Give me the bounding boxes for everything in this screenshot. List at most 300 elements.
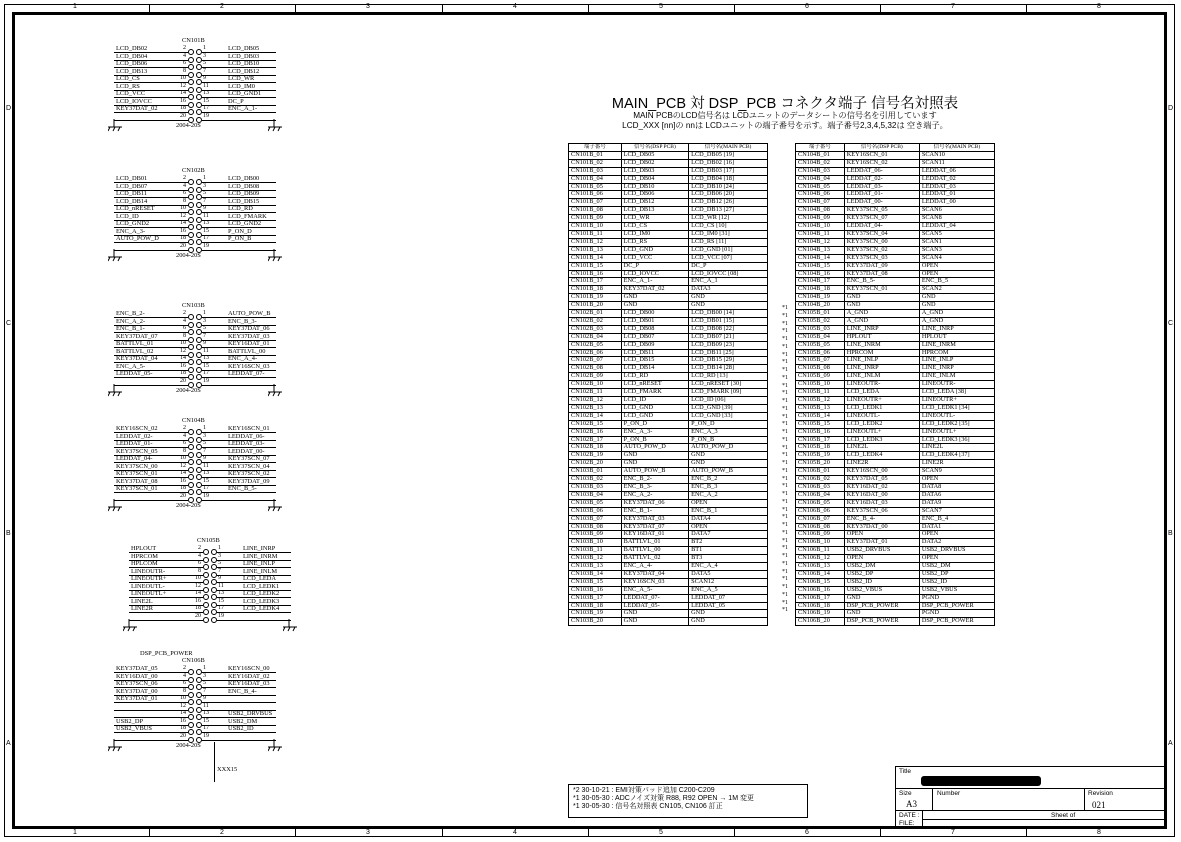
pin-cell: CN103B_08 bbox=[569, 523, 622, 531]
pin-circle bbox=[188, 352, 194, 358]
pin-cell: CN104B_01 bbox=[796, 151, 845, 159]
signal-label-right: LINE_INRP bbox=[243, 545, 276, 552]
pin-circle bbox=[211, 587, 217, 593]
dsp-signal-cell: LCD_LEDK3 bbox=[844, 436, 919, 444]
pin-cell: CN103B_10 bbox=[569, 539, 622, 547]
sheet-title: MAIN_PCB 対 DSP_PCB コネクタ端子 信号名対照表 bbox=[611, 96, 959, 112]
zone-row-label: C bbox=[6, 320, 12, 327]
zone-col-label: 5 bbox=[659, 829, 663, 836]
main-signal-cell: LEDDAT_01 bbox=[919, 191, 994, 199]
pin-number: 15 bbox=[218, 597, 224, 604]
dsp-signal-cell: GND bbox=[621, 452, 688, 460]
pin-cell: CN105B_18 bbox=[796, 444, 845, 452]
pin-number: 5 bbox=[203, 440, 206, 446]
pin-circle bbox=[211, 549, 217, 555]
dsp-signal-cell: LCD_ID bbox=[621, 397, 688, 405]
main-signal-cell: LCD_IOVCC [08] bbox=[689, 270, 768, 278]
pin-cell: CN101B_05 bbox=[569, 183, 622, 191]
pin-number: 9 bbox=[203, 695, 206, 701]
zone-col-label: 7 bbox=[951, 829, 955, 836]
dsp-signal-cell: LINE_INRP bbox=[844, 365, 919, 373]
pin-circle bbox=[188, 367, 194, 373]
connector-name: CN101B bbox=[182, 37, 205, 44]
pin-cell: CN101B_16 bbox=[569, 270, 622, 278]
dsp-signal-cell: LCD_DB07 bbox=[621, 333, 688, 341]
signal-table-left bbox=[568, 143, 768, 626]
signal-label-right: LCD_WR bbox=[228, 75, 255, 82]
signal-label-left: LCD_DB01 bbox=[116, 175, 148, 182]
pin-cell: CN101B_17 bbox=[569, 278, 622, 286]
signal-label-left: LINE2R bbox=[131, 605, 154, 612]
dsp-signal-cell: LCD_DB13 bbox=[621, 207, 688, 215]
main-signal-cell: LEDDAT_07 bbox=[689, 594, 768, 602]
revision-star: *1 bbox=[782, 429, 788, 435]
main-signal-cell: DATA3 bbox=[689, 286, 768, 294]
pin-cell: CN105B_20 bbox=[796, 460, 845, 468]
revision-star: *1 bbox=[782, 405, 788, 412]
main-signal-cell: LCD_DB12 [26] bbox=[689, 199, 768, 207]
pin-number: 18 bbox=[195, 605, 201, 611]
main-signal-cell: A_GND bbox=[919, 317, 994, 325]
table-row bbox=[569, 167, 768, 175]
revision-star: *1 bbox=[782, 444, 788, 451]
dsp-signal-cell: AUTO_POW_B bbox=[621, 468, 688, 476]
pin-circle bbox=[196, 374, 202, 380]
zone-row-label: D bbox=[6, 105, 12, 112]
pin-cell: CN106B_17 bbox=[796, 594, 845, 602]
pin-number: 17 bbox=[203, 485, 209, 491]
pin-number: 18 bbox=[180, 485, 186, 491]
signal-label-left: KEY37SCN_06 bbox=[116, 680, 158, 687]
signal-label-right: USB2_DM bbox=[228, 717, 258, 725]
power-net-label: DSP_PCB_POWER bbox=[140, 650, 193, 657]
pin-number: 9 bbox=[218, 575, 221, 581]
pin-number: 3 bbox=[203, 432, 206, 439]
main-signal-cell: ENC_A_1 bbox=[689, 278, 768, 286]
pin-number: 3 bbox=[203, 672, 206, 679]
pin-circle bbox=[211, 564, 217, 570]
pin-circle bbox=[188, 444, 194, 450]
signal-label-left: LCD_RS bbox=[116, 82, 140, 90]
revision-star: *1 bbox=[782, 460, 788, 466]
signal-label-left: LCD_IOVCC bbox=[116, 97, 152, 105]
dsp-signal-cell: ENC_B_3- bbox=[621, 483, 688, 491]
dsp-signal-cell: ENC_B_2- bbox=[621, 476, 688, 484]
zone-col-label: 2 bbox=[220, 3, 224, 10]
signal-label-left: LINEOUTL- bbox=[131, 582, 165, 590]
main-signal-cell: LEDDAT_03 bbox=[919, 183, 994, 191]
main-signal-cell: DATA2 bbox=[919, 539, 994, 547]
signal-label-right: LINE_INLP bbox=[243, 560, 275, 567]
signal-label-right: KEY37SCN_07 bbox=[228, 455, 270, 462]
pin-circle bbox=[196, 367, 202, 373]
ground-symbol bbox=[108, 119, 124, 133]
signal-label-right: LCD_FMARK bbox=[228, 212, 267, 220]
date-label: DATE : bbox=[899, 812, 920, 819]
pin-circle bbox=[203, 579, 209, 585]
pin-cell: CN106B_15 bbox=[796, 578, 845, 586]
revision-star: *1 bbox=[782, 584, 788, 590]
signal-label-right: ENC_A_4- bbox=[228, 355, 258, 362]
table-row bbox=[569, 507, 768, 515]
main-signal-cell: OPEN bbox=[919, 476, 994, 484]
zone-col-label: 1 bbox=[73, 3, 77, 10]
pin-circle bbox=[188, 202, 194, 208]
dsp-signal-cell: KEY16SCN_02 bbox=[844, 159, 919, 167]
revision-star: *1 bbox=[782, 320, 788, 327]
dsp-signal-cell: LCD_DB09 bbox=[621, 341, 688, 349]
pin-cell: CN102B_13 bbox=[569, 404, 622, 412]
pin-cell: CN106B_12 bbox=[796, 555, 845, 563]
revision-star: *1 bbox=[782, 568, 788, 575]
title-label: Title bbox=[899, 768, 912, 775]
pin-number: 17 bbox=[203, 105, 209, 111]
revision-star: *1 bbox=[782, 553, 788, 559]
pin-cell: CN101B_02 bbox=[569, 159, 622, 167]
pin-circle bbox=[196, 224, 202, 230]
pin-number: 20 bbox=[180, 242, 186, 249]
table-row bbox=[796, 175, 995, 183]
dsp-signal-cell: LCD_DB10 bbox=[621, 183, 688, 191]
pin-number: 13 bbox=[203, 710, 209, 716]
revision-star: *1 bbox=[782, 382, 788, 389]
pin-number: 10 bbox=[180, 75, 186, 81]
table-row bbox=[796, 341, 995, 349]
dsp-signal-cell: ENC_A_2- bbox=[621, 491, 688, 499]
header-pin: 端子番号 bbox=[796, 144, 845, 152]
dsp-signal-cell: KEY37SCN_00 bbox=[844, 238, 919, 246]
dsp-signal-cell: GND bbox=[844, 294, 919, 302]
pin-circle bbox=[196, 94, 202, 100]
main-signal-cell: ENC_B_5 bbox=[919, 278, 994, 286]
pin-circle bbox=[196, 49, 202, 55]
zone-col-label: 2 bbox=[220, 829, 224, 836]
pin-circle bbox=[188, 109, 194, 115]
signal-label-right: KEY16SCN_01 bbox=[228, 425, 270, 432]
pin-number: 6 bbox=[198, 560, 201, 566]
main-signal-cell: LCD_DB01 [15] bbox=[689, 317, 768, 325]
table-row bbox=[569, 618, 768, 626]
pin-circle bbox=[211, 609, 217, 615]
pin-number: 5 bbox=[203, 680, 206, 686]
connector-cn105b bbox=[125, 537, 295, 630]
signal-label-right: KEY37SCN_04 bbox=[228, 462, 270, 470]
signal-label-right: LCD_DB08 bbox=[228, 182, 260, 190]
pin-circle bbox=[203, 549, 209, 555]
zone-tick bbox=[734, 4, 735, 12]
pin-number: 13 bbox=[203, 470, 209, 476]
signal-label-right: LEDDAT_00- bbox=[228, 447, 265, 455]
part-number: 2004-20S bbox=[176, 122, 201, 129]
revision-star: *1 bbox=[782, 398, 788, 404]
main-signal-cell: GND bbox=[689, 302, 768, 310]
dsp-signal-cell: KEY37DAT_00 bbox=[844, 523, 919, 531]
number-label: Number bbox=[937, 790, 961, 797]
zone-row-label: D bbox=[1168, 105, 1174, 112]
zone-col-label: 7 bbox=[951, 3, 955, 10]
main-signal-cell: SCAN9 bbox=[919, 468, 994, 476]
signal-label-left: LCD_DB02 bbox=[116, 45, 148, 52]
dsp-signal-cell: LCD_LEDA bbox=[844, 389, 919, 397]
signal-label-left: LINE2L bbox=[131, 597, 153, 605]
revision-value: 021 bbox=[1092, 800, 1106, 810]
main-signal-cell: LCD_GND [39] bbox=[689, 404, 768, 412]
signal-label-right: LCD_RD bbox=[228, 205, 253, 212]
pin-cell: CN101B_01 bbox=[569, 151, 622, 159]
zone-tick bbox=[149, 4, 150, 12]
main-signal-cell: DC_P bbox=[689, 262, 768, 270]
main-signal-cell: BT3 bbox=[689, 555, 768, 563]
pin-cell: CN102B_18 bbox=[569, 444, 622, 452]
dsp-signal-cell: LINE_INRM bbox=[844, 341, 919, 349]
revision-star: *1 bbox=[782, 305, 788, 311]
table-row bbox=[569, 254, 768, 262]
pin-cell: CN105B_05 bbox=[796, 341, 845, 349]
pin-circle bbox=[188, 482, 194, 488]
zone-row-label: B bbox=[6, 530, 11, 537]
dsp-signal-cell: LINE_INRP bbox=[844, 325, 919, 333]
pin-cell: CN105B_01 bbox=[796, 310, 845, 318]
signal-label-right: LCD_DB15 bbox=[228, 197, 260, 205]
dsp-signal-cell: KEY37SCN_04 bbox=[844, 230, 919, 238]
dsp-signal-cell: BATTLVL_02 bbox=[621, 555, 688, 563]
dsp-signal-cell: KEY37DAT_01 bbox=[844, 539, 919, 547]
pin-number: 19 bbox=[203, 492, 209, 499]
pin-number: 8 bbox=[183, 447, 186, 454]
pin-number: 7 bbox=[203, 687, 206, 694]
revision-star: *1 bbox=[782, 336, 788, 342]
main-signal-cell: LEDDAT_02 bbox=[919, 175, 994, 183]
main-signal-cell: LEDDAT_05 bbox=[689, 602, 768, 610]
table-row bbox=[796, 333, 995, 341]
pin-cell: CN103B_18 bbox=[569, 602, 622, 610]
pin-number: 19 bbox=[203, 112, 209, 119]
connector-name: CN105B bbox=[197, 537, 220, 544]
pin-number: 5 bbox=[203, 325, 206, 331]
pin-number: 4 bbox=[183, 432, 186, 439]
main-signal-cell: LCD_RD [13] bbox=[689, 373, 768, 381]
pin-circle bbox=[188, 714, 194, 720]
signal-label-right: KEY37SCN_02 bbox=[228, 470, 270, 477]
main-signal-cell: LINEOUTL+ bbox=[919, 428, 994, 436]
title-block bbox=[895, 766, 1167, 829]
pin-circle bbox=[188, 72, 194, 78]
pin-cell: CN106B_08 bbox=[796, 523, 845, 531]
main-signal-cell: LCD_DB02 [16] bbox=[689, 159, 768, 167]
pin-circle bbox=[211, 579, 217, 585]
pin-number: 11 bbox=[203, 82, 209, 89]
main-signal-cell: DATA5 bbox=[689, 570, 768, 578]
pin-circle bbox=[188, 232, 194, 238]
dsp-signal-cell: KEY37DAT_07 bbox=[621, 523, 688, 531]
pin-number: 16 bbox=[195, 597, 201, 604]
zone-col-label: 8 bbox=[1097, 829, 1101, 836]
main-signal-cell: LCD_VCC [07] bbox=[689, 254, 768, 262]
main-signal-cell: ENC_B_1 bbox=[689, 507, 768, 515]
pin-cell: CN104B_17 bbox=[796, 278, 845, 286]
main-signal-cell: LCD_LEDK1 [34] bbox=[919, 404, 994, 412]
note-line: *1 30-05-30 : 信号名対照表 CN105, CN106 訂正 bbox=[573, 803, 723, 810]
main-signal-cell: AUTO_POW_B bbox=[689, 468, 768, 476]
connector-extra-label: XXX15 bbox=[217, 766, 238, 773]
pin-cell: CN101B_03 bbox=[569, 167, 622, 175]
main-signal-cell: LINE2L bbox=[919, 444, 994, 452]
main-signal-cell: OPEN bbox=[919, 270, 994, 278]
main-signal-cell: ENC_A_4 bbox=[689, 563, 768, 571]
pin-number: 14 bbox=[180, 710, 186, 716]
dsp-signal-cell: HPRCOM bbox=[844, 349, 919, 357]
dsp-signal-cell: LCD_IM0 bbox=[621, 230, 688, 238]
revision-star: *1 bbox=[782, 328, 788, 335]
main-signal-cell: LCD_DB03 [17] bbox=[689, 167, 768, 175]
pin-cell: CN103B_02 bbox=[569, 476, 622, 484]
main-signal-cell: USB2_DM bbox=[919, 563, 994, 571]
pin-cell: CN104B_18 bbox=[796, 286, 845, 294]
main-signal-cell: LCD_nRESET [30] bbox=[689, 381, 768, 389]
pin-circle bbox=[196, 359, 202, 365]
dsp-signal-cell: LCD_DB08 bbox=[621, 325, 688, 333]
pin-number: 5 bbox=[218, 560, 221, 566]
signal-label-right: LCD_DB09 bbox=[228, 190, 260, 197]
signal-label-left: LCD_CS bbox=[116, 75, 140, 82]
dsp-signal-cell: ENC_A_4- bbox=[621, 563, 688, 571]
dsp-signal-cell: ENC_A_5- bbox=[621, 586, 688, 594]
pin-cell: CN106B_18 bbox=[796, 602, 845, 610]
main-signal-cell: SCAN3 bbox=[919, 246, 994, 254]
signal-label-right: LEDDAT_03- bbox=[228, 440, 265, 447]
ground-symbol bbox=[123, 619, 139, 633]
pin-cell: CN105B_03 bbox=[796, 325, 845, 333]
table-row bbox=[569, 420, 768, 428]
pin-number: 13 bbox=[203, 220, 209, 226]
zone-col-label: 4 bbox=[513, 829, 517, 836]
pin-cell: CN102B_17 bbox=[569, 436, 622, 444]
main-signal-cell: DATA1 bbox=[919, 523, 994, 531]
ground-symbol bbox=[268, 119, 284, 133]
pin-cell: CN106B_03 bbox=[796, 483, 845, 491]
signal-label-left: AUTO_POW_D bbox=[116, 235, 159, 242]
pin-number: 12 bbox=[180, 82, 186, 89]
main-signal-cell: LCD_DB09 [23] bbox=[689, 341, 768, 349]
connector-cn102b bbox=[110, 167, 280, 260]
pin-circle bbox=[196, 64, 202, 70]
pin-cell: CN104B_19 bbox=[796, 294, 845, 302]
pin-number: 19 bbox=[203, 377, 209, 384]
signal-label-right: ENC_B_5- bbox=[228, 485, 257, 492]
main-signal-cell: SCAN10 bbox=[919, 151, 994, 159]
table-row bbox=[569, 499, 768, 507]
revision-star: *1 bbox=[782, 436, 788, 443]
dsp-signal-cell: USB2_VBUS bbox=[844, 586, 919, 594]
main-signal-cell: GND bbox=[919, 302, 994, 310]
pin-number: 7 bbox=[218, 567, 221, 574]
pin-circle bbox=[196, 194, 202, 200]
main-signal-cell: LINEOUTL- bbox=[919, 412, 994, 420]
signal-label-left: LCD_nRESET bbox=[116, 205, 155, 212]
revision-star: *1 bbox=[782, 343, 788, 350]
dsp-signal-cell: KEY16DAT_00 bbox=[844, 491, 919, 499]
pin-number: 4 bbox=[183, 317, 186, 324]
pin-number: 10 bbox=[180, 695, 186, 701]
dsp-signal-cell: LCD_DB11 bbox=[621, 349, 688, 357]
pin-circle bbox=[188, 187, 194, 193]
main-signal-cell: LCD_DB14 [28] bbox=[689, 365, 768, 373]
pin-cell: CN105B_08 bbox=[796, 365, 845, 373]
pin-cell: CN101B_15 bbox=[569, 262, 622, 270]
main-signal-cell: GND bbox=[689, 452, 768, 460]
table-row bbox=[796, 586, 995, 594]
pin-cell: CN103B_13 bbox=[569, 563, 622, 571]
dsp-signal-cell: ENC_B_5- bbox=[844, 278, 919, 286]
pin-number: 8 bbox=[198, 567, 201, 574]
pin-circle bbox=[196, 322, 202, 328]
pin-number: 20 bbox=[180, 377, 186, 384]
signal-label-right: LINE_INRM bbox=[243, 552, 278, 560]
dsp-signal-cell: GND bbox=[844, 610, 919, 618]
pin-number: 12 bbox=[195, 582, 201, 589]
dsp-signal-cell: LEDDAT_05- bbox=[621, 602, 688, 610]
note-line: *2 30-10-21 : EMI対策パッド追加 C200-C209 bbox=[573, 787, 715, 794]
main-signal-cell: LCD_DB06 [20] bbox=[689, 191, 768, 199]
zone-col-label: 6 bbox=[805, 829, 809, 836]
table-row bbox=[569, 262, 768, 270]
dsp-signal-cell: KEY37SCN_02 bbox=[844, 246, 919, 254]
pin-number: 13 bbox=[203, 90, 209, 96]
table-row bbox=[796, 167, 995, 175]
pin-circle bbox=[188, 49, 194, 55]
main-signal-cell: OPEN bbox=[919, 555, 994, 563]
pin-number: 10 bbox=[180, 340, 186, 346]
dsp-signal-cell: A_GND bbox=[844, 310, 919, 318]
pin-cell: CN104B_20 bbox=[796, 302, 845, 310]
signal-label-right: ENC_B_4- bbox=[228, 687, 257, 695]
pin-cell: CN102B_15 bbox=[569, 420, 622, 428]
pin-circle bbox=[188, 459, 194, 465]
pin-circle bbox=[196, 102, 202, 108]
pin-cell: CN104B_14 bbox=[796, 254, 845, 262]
table-row bbox=[796, 499, 995, 507]
pin-cell: CN104B_15 bbox=[796, 262, 845, 270]
main-signal-cell: LCD_DB05 [19] bbox=[689, 151, 768, 159]
dsp-signal-cell: GND bbox=[844, 594, 919, 602]
pin-number: 16 bbox=[180, 227, 186, 234]
pin-cell: CN103B_01 bbox=[569, 468, 622, 476]
pin-cell: CN101B_04 bbox=[569, 175, 622, 183]
zone-tick bbox=[1026, 829, 1027, 837]
pin-cell: CN103B_19 bbox=[569, 610, 622, 618]
main-signal-cell: LCD_LEDA [38] bbox=[919, 389, 994, 397]
pin-number: 18 bbox=[180, 105, 186, 111]
dsp-signal-cell: LEDDAT_07- bbox=[621, 594, 688, 602]
pin-cell: CN101B_18 bbox=[569, 286, 622, 294]
revision-star: *1 bbox=[782, 390, 788, 397]
table-row bbox=[569, 333, 768, 341]
connector-name: CN106B bbox=[182, 657, 205, 664]
pin-cell: CN105B_19 bbox=[796, 452, 845, 460]
dsp-signal-cell: ENC_B_1- bbox=[621, 507, 688, 515]
pin-circle bbox=[211, 617, 217, 623]
main-signal-cell: HPRCOM bbox=[919, 349, 994, 357]
signal-label-right: KEY16DAT_02 bbox=[228, 672, 270, 680]
pin-number: 9 bbox=[203, 455, 206, 461]
pin-number: 4 bbox=[183, 182, 186, 189]
dsp-signal-cell: LEDDAT_04- bbox=[844, 223, 919, 231]
pin-circle bbox=[211, 594, 217, 600]
pin-circle bbox=[196, 79, 202, 85]
zone-row-label: C bbox=[1168, 320, 1174, 327]
main-signal-cell: BT2 bbox=[689, 539, 768, 547]
pin-cell: CN102B_11 bbox=[569, 389, 622, 397]
